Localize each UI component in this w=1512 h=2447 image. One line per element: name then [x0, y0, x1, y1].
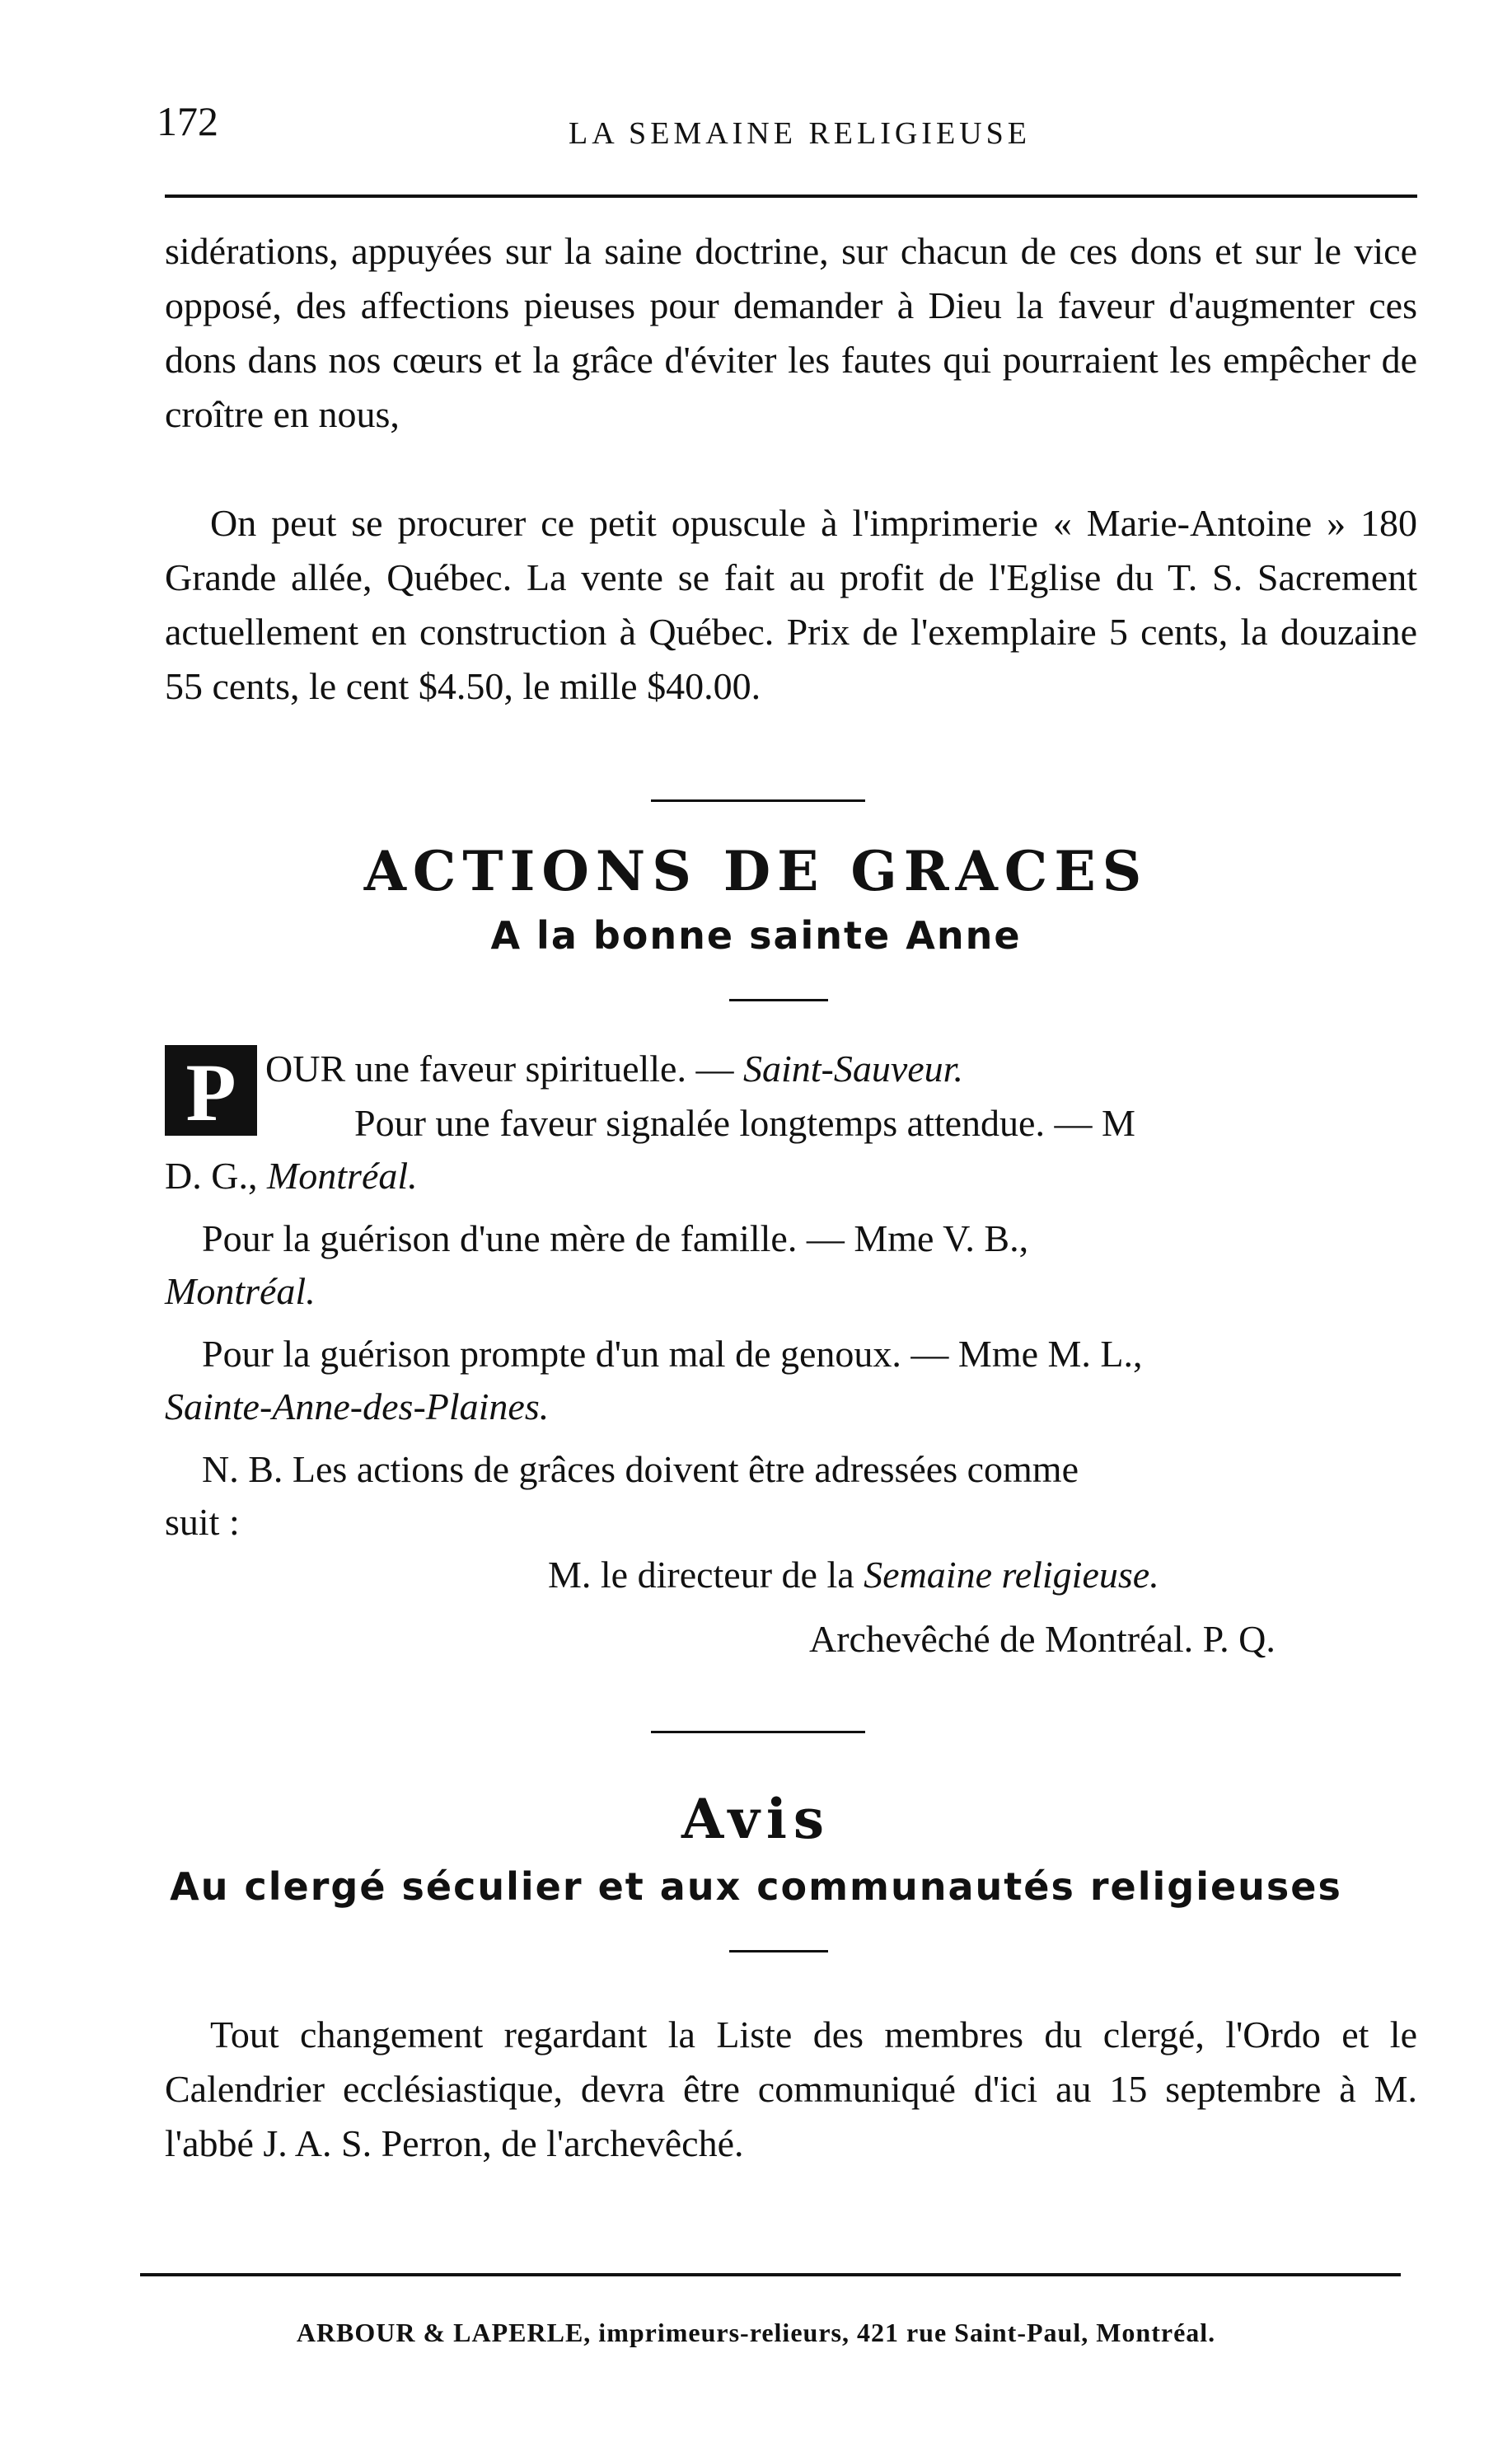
nota-bene: N. B. Les actions de grâces doivent être adressées comme [202, 1448, 1079, 1490]
running-title: LA SEMAINE RELIGIEUSE [569, 116, 1031, 151]
thanks-item-3: Pour la guérison d'une mère de famille. — Mme V. B., [202, 1217, 1029, 1259]
thanks-item-3-place: Montréal. [165, 1270, 316, 1312]
thanks-item-2-initials: D. G., [165, 1155, 258, 1197]
avis-paragraph: Tout changement regardant la Liste des membres du clergé, l'Ordo et le Calendrier ecclésiastique, devra être communiqué d'ici au 15 septembre à M. l'abbé J. A. S. Perron, de l'archevêché. [165, 2013, 1417, 2164]
section-divider [651, 799, 865, 802]
section-divider-2 [651, 1731, 865, 1733]
thanks-item-2: Pour une faveur signalée longtemps attendue. — M [354, 1102, 1135, 1144]
thanks-item-1-text: OUR une faveur spirituelle. — [265, 1048, 734, 1090]
address-line-2: Archevêché de Montréal. P. Q. [809, 1618, 1276, 1660]
header-rule [165, 195, 1417, 198]
footer-rule [140, 2273, 1401, 2276]
avis-subtitle: Au clergé séculier et aux communautés religieuses [170, 1864, 1342, 1909]
avis-title: Avis [681, 1787, 831, 1851]
actions-subtitle: A la bonne sainte Anne [490, 913, 1022, 958]
subtitle-divider [729, 999, 828, 1001]
thanks-item-2-cont [165, 1154, 418, 1198]
address-line-1 [548, 1553, 1159, 1596]
thanks-item-4-place: Sainte-Anne-des-Plaines. [165, 1385, 550, 1427]
nota-bene-cont: suit : [165, 1501, 240, 1543]
printer-imprint: ARBOUR & LAPERLE, imprimeurs-relieurs, 421 rue Saint-Paul, Montréal. [296, 2318, 1216, 2347]
actions-title: ACTIONS DE GRACES [363, 839, 1149, 903]
thanks-item-2-place: Montréal. [266, 1155, 418, 1197]
opuscule-paragraph: On peut se procurer ce petit opuscule à l'imprimerie « Marie-Antoine » 180 Grande allée, Québec. La vente se fait au profit de l'Eglise du T. S. Sacrement actuellement en construction à Québec. Prix de l'exemplaire 5 cents, la douzaine 55 cents, le cent $4.50, le mille $40.00. [165, 502, 1417, 707]
avis-divider [729, 1950, 828, 1952]
address-publication: Semaine religieuse. [864, 1554, 1159, 1596]
thanks-item-1 [265, 1047, 963, 1090]
address-prefix: M. le directeur de la [548, 1554, 854, 1596]
thanks-item-4: Pour la guérison prompte d'un mal de genoux. — Mme M. L., [202, 1333, 1143, 1375]
intro-paragraph: sidérations, appuyées sur la saine doctrine, sur chacun de ces dons et sur le vice opposé, des affections pieuses pour demander à Dieu la faveur d'augmenter ces dons dans nos cœurs et la grâce d'éviter les fautes qui pourraient les empêcher de croître en nous, [165, 230, 1417, 435]
page-number: 172 [157, 98, 218, 144]
drop-cap: P [165, 1045, 257, 1136]
thanks-item-1-place: Saint-Sauveur. [742, 1048, 963, 1090]
